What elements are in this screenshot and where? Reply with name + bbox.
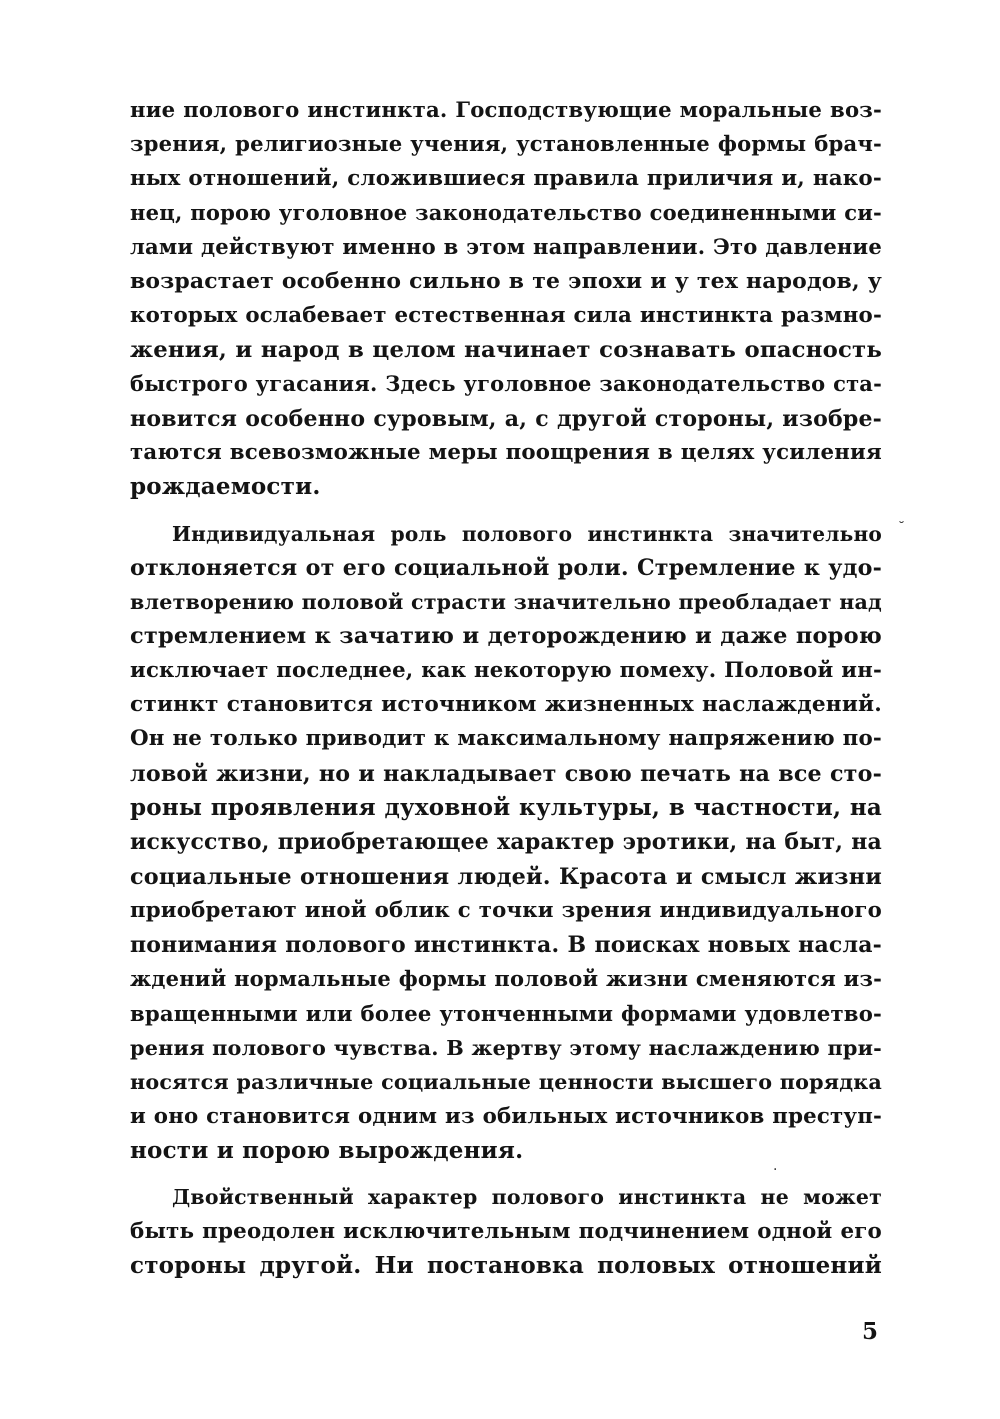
margin-mark: ˘: [898, 520, 905, 536]
text-line: лами действуют именно в этом направлении. Это давление: [130, 234, 882, 260]
paragraph-spacer: [130, 505, 882, 517]
text-line: таются всевозможные меры поощрения в целях усиления: [130, 439, 882, 465]
text-line: быть преодолен исключительным подчинением одной его: [130, 1218, 882, 1244]
text-line: ждений нормальные формы половой жизни сменяются из-: [130, 966, 882, 992]
text-line: отклоняется от его социальной роли. Стремление к удо-: [130, 554, 882, 581]
text-line: ловой жизни, но и накладывает свою печать на все сто-: [130, 760, 882, 787]
text-line: зрения, религиозные учения, установленные формы брач-: [130, 131, 882, 157]
text-line: Двойственный характер полового инстинкта не может: [172, 1185, 882, 1210]
paragraph-3: [130, 1180, 882, 1283]
text-line: рения полового чувства. В жертву этому наслаждению при-: [130, 1036, 882, 1061]
page-number: 5: [862, 1318, 879, 1345]
text-line: нец, порою уголовное законодательство соединенными си-: [130, 199, 882, 225]
paragraph-spacer: [130, 1168, 882, 1180]
text-line: влетворению половой страсти значительно преобладает над: [130, 590, 882, 615]
text-line: Он не только приводит к максимальному напряжению по-: [130, 726, 882, 752]
text-line: жения, и народ в целом начинает сознавать опасность: [130, 337, 882, 364]
text-line: ности и порою вырождения.: [130, 1136, 524, 1164]
text-line: стремлением к зачатию и деторождению и даже порою: [130, 623, 882, 650]
text-line: исключает последнее, как некоторую помеху. Половой ин-: [130, 657, 882, 683]
text-line: возрастает особенно сильно в те эпохи и у тех народов, у: [130, 268, 882, 295]
text-line: стинкт становится источником жизненных наслаждений.: [130, 692, 882, 718]
text-line: Индивидуальная роль полового инстинкта значительно: [172, 521, 882, 546]
text-line: быстрого угасания. Здесь уголовное законодательство ста-: [130, 371, 882, 397]
text-line: рождаемости.: [130, 473, 321, 501]
paragraph-2: [130, 517, 882, 1169]
text-line: и оно становится одним из обильных источников преступ-: [130, 1103, 882, 1129]
text-line: новится особенно суровым, а, с другой стороны, изобре-: [130, 405, 882, 432]
text-line: носятся различные социальные ценности высшего порядка: [130, 1070, 882, 1095]
text-line: искусство, приобретающее характер эротики, на быт, на: [130, 829, 882, 856]
text-line: стороны другой. Ни постановка половых отношений: [130, 1251, 882, 1279]
text-line: которых ослабевает естественная сила инстинкта размно-: [130, 302, 882, 328]
margin-mark: ·: [773, 1162, 778, 1178]
text-line: понимания полового инстинкта. В поисках новых насла-: [130, 932, 882, 959]
text-line: ных отношений, сложившиеся правила приличия и, нако-: [130, 165, 882, 191]
text-line: социальные отношения людей. Красота и смысл жизни: [130, 863, 882, 890]
text-line: ние полового инстинкта. Господствующие моральные воз-: [130, 97, 882, 122]
paragraph-1: [130, 93, 882, 505]
text-line: вращенными или более утонченными формами удовлетво-: [130, 1000, 882, 1026]
text-line: приобретают иной облик с точки зрения индивидуального: [130, 897, 882, 923]
text-line: роны проявления духовной культуры, в частности, на: [130, 793, 882, 821]
body-text: [130, 93, 882, 1283]
